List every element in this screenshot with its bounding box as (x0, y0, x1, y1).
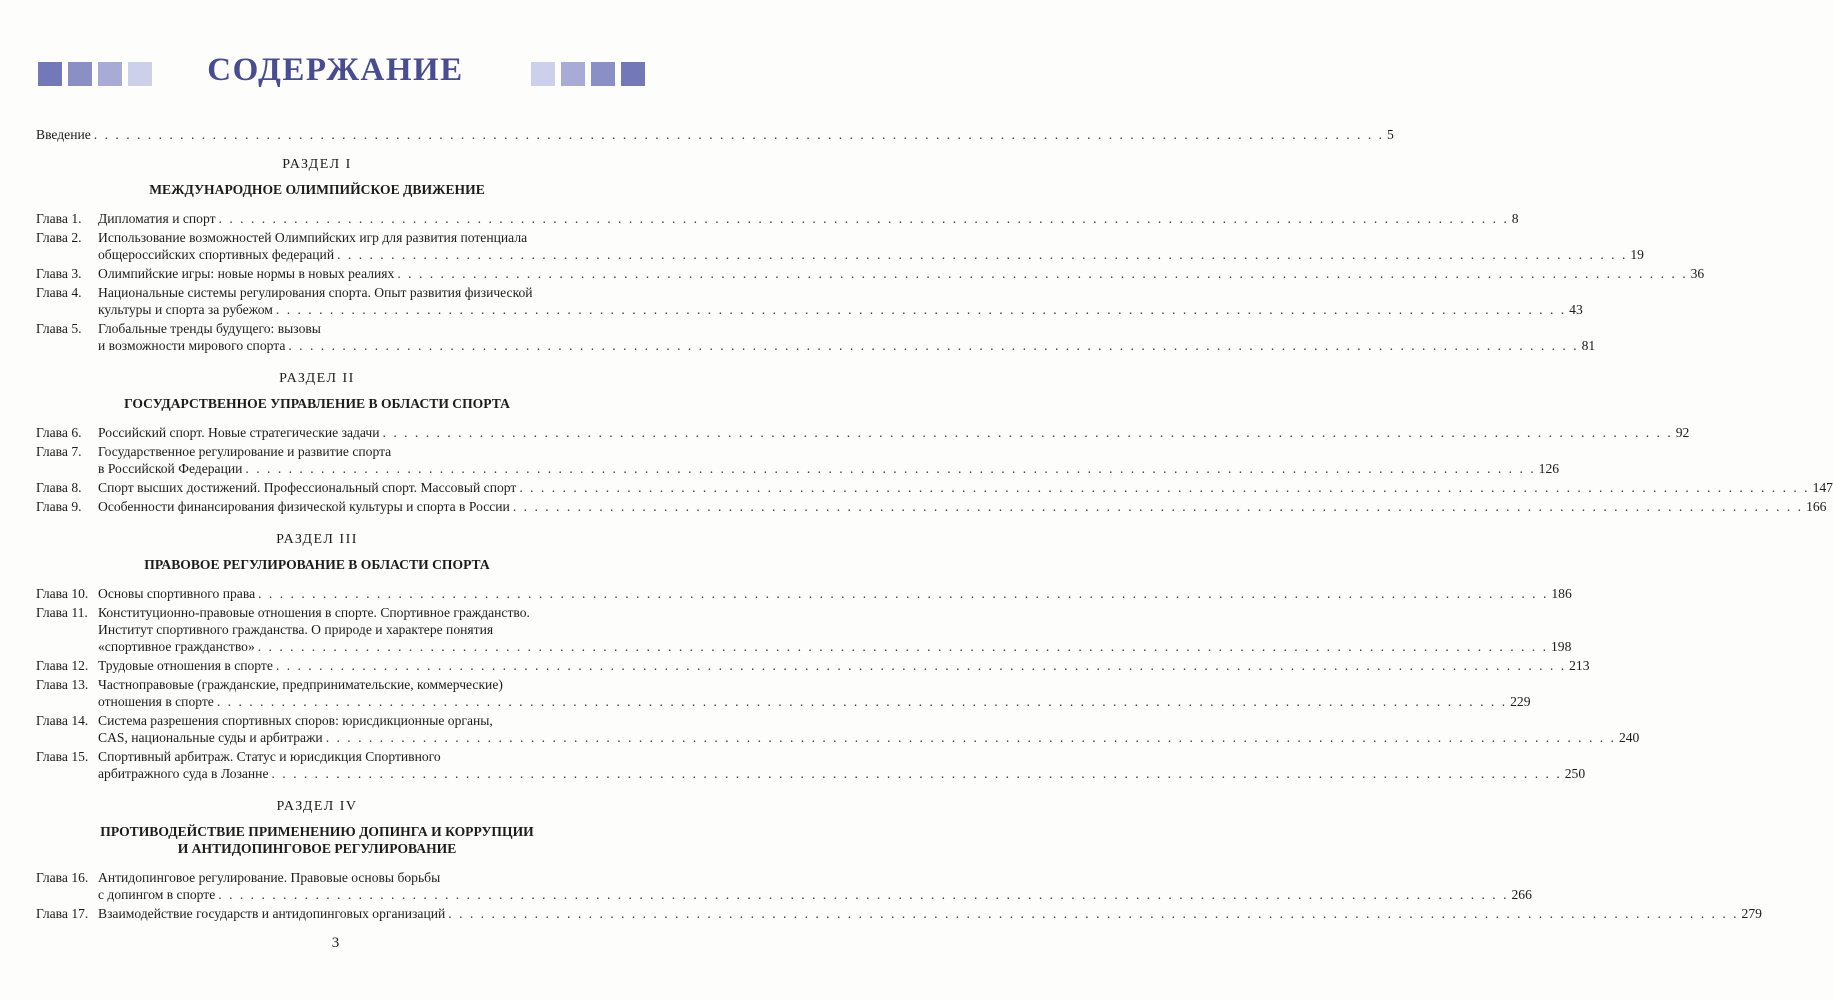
chapter-page-number: 92 (1675, 425, 1690, 440)
dot-leader: . . . . . . . . . . . . . . . . . . . . . . . . . . . . . . . . . . . . . . . . . . . . . . . . . . . . . . . . . . . . . . . . . . . . . . . . . . . . . . . . . . . . . . . . . . . . . . . . . . . . . . . . . . . . . . . . . . . . . . . . (325, 730, 1616, 745)
section-label: РАЗДЕЛ III (276, 532, 358, 547)
chapter-body (98, 284, 1583, 318)
chapter-number: Глава 1. (36, 211, 82, 226)
chapter-body (98, 265, 1705, 282)
chapter-list (36, 210, 1705, 354)
chapter-number: Глава 16. (36, 870, 89, 885)
decorative-squares-right (531, 62, 645, 86)
chapter-last-line (98, 498, 1827, 515)
chapter-title-line: CAS, национальные суды и арбитражи (98, 730, 323, 745)
chapter-title-line: Частноправовые (гражданские, предпринимательские, коммерческие) (98, 677, 503, 692)
chapter-number: Глава 17. (36, 906, 89, 921)
page-number: 3 (331, 935, 340, 951)
section-title (36, 395, 598, 412)
section-title-line: ГОСУДАРСТВЕННОЕ УПРАВЛЕНИЕ В ОБЛАСТИ СПОРТА (124, 396, 510, 411)
dot-leader: . . . . . . . . . . . . . . . . . . . . . . . . . . . . . . . . . . . . . . . . . . . . . . . . . . . . . . . . . . . . . . . . . . . . . . . . . . . . . . . . . . . . . . . . . . . . . . . . . . . . . . . . . . . . . . . . . . . . . . . . (93, 127, 1385, 142)
chapter-page-number: 213 (1569, 658, 1590, 673)
dot-leader: . . . . . . . . . . . . . . . . . . . . . . . . . . . . . . . . . . . . . . . . . . . . . . . . . . . . . . . . . . . . . . . . . . . . . . . . . . . . . . . . . . . . . . . . . . . . . . . . . . . . . . . . . . . . . . . . . . . . . . . . (271, 766, 1562, 781)
chapter-page-number: 8 (1511, 211, 1519, 226)
chapter-last-line (98, 886, 1532, 903)
chapter-last-line (98, 479, 1833, 496)
section-label: РАЗДЕЛ I (282, 157, 352, 172)
chapter-number: Глава 5. (36, 321, 82, 336)
chapter-body (98, 229, 1644, 263)
toc-entry[interactable] (36, 748, 1586, 782)
decorative-square (591, 62, 615, 86)
chapter-list (36, 869, 1762, 922)
dot-leader: . . . . . . . . . . . . . . . . . . . . . . . . . . . . . . . . . . . . . . . . . . . . . . . . . . . . . . . . . . . . . . . . . . . . . . . . . . . . . . . . . . . . . . . . . . . . . . . . . . . . . . . . . . . . . . . . . . . . . . . . (218, 887, 1509, 902)
dot-leader: . . . . . . . . . . . . . . . . . . . . . . . . . . . . . . . . . . . . . . . . . . . . . . . . . . . . . . . . . . . . . . . . . . . . . . . . . . . . . . . . . . . . . . . . . . . . . . . . . . . . . . . . . . . . . . . . . . . . . . . . (218, 211, 1509, 226)
decorative-square (531, 62, 555, 86)
chapter-title-line: Глобальные тренды будущего: вызовы (98, 321, 321, 336)
chapter-page-number: 126 (1538, 461, 1560, 476)
chapter-last-line (98, 657, 1590, 674)
chapter-number: Глава 7. (36, 444, 82, 459)
chapter-number: Глава 8. (36, 480, 82, 495)
toc-entry[interactable] (36, 498, 1827, 515)
chapter-body (98, 905, 1762, 922)
chapter-body (98, 320, 1596, 354)
chapter-number: Глава 15. (36, 749, 89, 764)
chapter-body (98, 604, 1572, 655)
dot-leader: . . . . . . . . . . . . . . . . . . . . . . . . . . . . . . . . . . . . . . . . . . . . . . . . . . . . . . . . . . . . . . . . . . . . . . . . . . . . . . . . . . . . . . . . . . . . . . . . . . . . . . . . . . . . . . . . . . . . . . . . (382, 425, 1673, 440)
section-label: РАЗДЕЛ IV (276, 799, 358, 814)
toc-entry[interactable] (36, 585, 1572, 602)
chapter-page-number: 229 (1510, 694, 1531, 709)
chapter-last-line (98, 460, 1560, 477)
chapter-number: Глава 2. (36, 230, 82, 245)
chapter-title-line: общероссийских спортивных федераций (98, 247, 335, 262)
toc-entry[interactable] (36, 424, 1690, 441)
section-title-line: ПРАВОВОЕ РЕГУЛИРОВАНИЕ В ОБЛАСТИ СПОРТА (144, 557, 490, 572)
chapter-last-line (98, 905, 1762, 922)
toc-entry[interactable] (36, 676, 1531, 710)
toc-entry[interactable] (36, 443, 1560, 477)
toc-entry[interactable] (36, 229, 1644, 263)
chapter-title-line: Институт спортивного гражданства. О природе и характере понятия (98, 622, 494, 637)
dot-leader: . . . . . . . . . . . . . . . . . . . . . . . . . . . . . . . . . . . . . . . . . . . . . . . . . . . . . . . . . . . . . . . . . . . . . . . . . . . . . . . . . . . . . . . . . . . . . . . . . . . . . . . . . . . . . . . . . . . . . . . . (288, 338, 1579, 353)
chapter-last-line (98, 765, 1586, 782)
page-title: СОДЕРЖАНИЕ (207, 52, 464, 88)
chapter-number: Глава 6. (36, 425, 82, 440)
chapter-body (98, 676, 1531, 710)
toc-entry[interactable] (36, 320, 1596, 354)
chapter-page-number: 198 (1550, 639, 1572, 654)
chapter-list (36, 585, 1640, 782)
chapter-last-line (98, 424, 1690, 441)
entry-page-number: 5 (1387, 127, 1394, 142)
dot-leader: . . . . . . . . . . . . . . . . . . . . . . . . . . . . . . . . . . . . . . . . . . . . . . . . . . . . . . . . . . . . . . . . . . . . . . . . . . . . . . . . . . . . . . . . . . . . . . . . . . . . . . . . . . . . . . . . . . . . . . . . (257, 639, 1548, 654)
chapter-body (98, 712, 1640, 746)
chapter-body (98, 657, 1590, 674)
chapter-title-line: отношения в спорте (98, 694, 214, 709)
chapter-title-line: Российский спорт. Новые стратегические задачи (98, 425, 380, 440)
chapter-last-line (98, 585, 1572, 602)
chapter-list (36, 424, 1833, 515)
chapter-page-number: 266 (1511, 887, 1532, 902)
toc-entry[interactable] (36, 905, 1762, 922)
chapter-title-line: Система разрешения спортивных споров: юрисдикционные органы, (98, 713, 493, 728)
chapter-last-line (98, 729, 1640, 746)
section-title (36, 181, 598, 198)
section-title-line: ПРОТИВОДЕЙСТВИЕ ПРИМЕНЕНИЮ ДОПИНГА И КОРРУПЦИИ (100, 824, 534, 839)
chapter-last-line (98, 301, 1583, 318)
chapter-body (98, 498, 1827, 515)
toc-entry[interactable] (36, 869, 1532, 903)
entry-title: Введение (36, 127, 91, 142)
chapter-body (98, 748, 1586, 782)
chapter-number: Глава 3. (36, 266, 82, 281)
chapter-page-number: 279 (1741, 906, 1762, 921)
chapter-last-line (98, 210, 1519, 227)
toc-entry[interactable] (36, 479, 1833, 496)
page-header (0, 50, 671, 100)
sections-container (36, 157, 1833, 922)
chapter-number: Глава 12. (36, 658, 89, 673)
chapter-page-number: 147 (1812, 480, 1833, 495)
chapter-page-number: 240 (1618, 730, 1640, 745)
chapter-page-number: 43 (1569, 302, 1583, 317)
dot-leader: . . . . . . . . . . . . . . . . . . . . . . . . . . . . . . . . . . . . . . . . . . . . . . . . . . . . . . . . . . . . . . . . . . . . . . . . . . . . . . . . . . . . . . . . . . . . . . . . . . . . . . . . . . . . . . . . . . . . . . . . (258, 586, 1549, 601)
dot-leader: . . . . . . . . . . . . . . . . . . . . . . . . . . . . . . . . . . . . . . . . . . . . . . . . . . . . . . . . . . . . . . . . . . . . . . . . . . . . . . . . . . . . . . . . . . . . . . . . . . . . . . . . . . . . . . . . . . . . . . . . (519, 480, 1810, 495)
chapter-body (98, 585, 1572, 602)
chapter-title-line: в Российской Федерации (98, 461, 243, 476)
chapter-title-line: Государственное регулирование и развитие спорта (98, 444, 392, 459)
chapter-title-line: Дипломатия и спорт (98, 211, 216, 226)
toc-entry-introduction[interactable] (36, 126, 1394, 143)
chapter-number: Глава 11. (36, 605, 88, 620)
chapter-title-line: Национальные системы регулирования спорта. Опыт развития физической (98, 285, 533, 300)
chapter-page-number: 36 (1690, 266, 1705, 281)
chapter-number: Глава 13. (36, 677, 89, 692)
chapter-page-number: 250 (1564, 766, 1586, 781)
chapter-title-line: Взаимодействие государств и антидопинговых организаций (98, 906, 446, 921)
chapter-body (98, 443, 1560, 477)
chapter-body (98, 479, 1833, 496)
chapter-title-line: Олимпийские игры: новые нормы в новых реалиях (98, 266, 395, 281)
dot-leader: . . . . . . . . . . . . . . . . . . . . . . . . . . . . . . . . . . . . . . . . . . . . . . . . . . . . . . . . . . . . . . . . . . . . . . . . . . . . . . . . . . . . . . . . . . . . . . . . . . . . . . . . . . . . . . . . . . . . . . . . (275, 302, 1567, 317)
chapter-last-line (98, 693, 1531, 710)
chapter-title-line: Спорт высших достижений. Профессиональный спорт. Массовый спорт (98, 480, 517, 495)
toc-entry[interactable] (36, 284, 1583, 318)
section-title-line: И АНТИДОПИНГОВОЕ РЕГУЛИРОВАНИЕ (177, 841, 457, 856)
chapter-page-number: 186 (1551, 586, 1572, 601)
chapter-last-line (98, 638, 1572, 655)
chapter-title-line: и возможности мирового спорта (98, 338, 286, 353)
toc-entry[interactable] (36, 265, 1705, 282)
section-title-line: МЕЖДУНАРОДНОЕ ОЛИМПИЙСКОЕ ДВИЖЕНИЕ (149, 182, 485, 197)
decorative-square (621, 62, 645, 86)
table-of-contents (36, 126, 1833, 939)
chapter-body (98, 869, 1532, 903)
dot-leader: . . . . . . . . . . . . . . . . . . . . . . . . . . . . . . . . . . . . . . . . . . . . . . . . . . . . . . . . . . . . . . . . . . . . . . . . . . . . . . . . . . . . . . . . . . . . . . . . . . . . . . . . . . . . . . . . . . . . . . . . (448, 906, 1739, 921)
dot-leader: . . . . . . . . . . . . . . . . . . . . . . . . . . . . . . . . . . . . . . . . . . . . . . . . . . . . . . . . . . . . . . . . . . . . . . . . . . . . . . . . . . . . . . . . . . . . . . . . . . . . . . . . . . . . . . . . . . . . . . . . (512, 499, 1804, 514)
section-title (36, 556, 598, 573)
chapter-number: Глава 4. (36, 285, 82, 300)
toc-entry[interactable] (36, 657, 1590, 674)
dot-leader: . . . . . . . . . . . . . . . . . . . . . . . . . . . . . . . . . . . . . . . . . . . . . . . . . . . . . . . . . . . . . . . . . . . . . . . . . . . . . . . . . . . . . . . . . . . . . . . . . . . . . . . . . . . . . . . . . . . . . . . . (337, 247, 1628, 262)
chapter-title-line: Трудовые отношения в спорте (98, 658, 273, 673)
chapter-title-line: Основы спортивного права (98, 586, 256, 601)
chapter-title-line: культуры и спорта за рубежом (98, 302, 273, 317)
chapter-title-line: Использование возможностей Олимпийских игр для развития потенциала (98, 230, 528, 245)
chapter-page-number: 81 (1581, 338, 1596, 353)
toc-entry[interactable] (36, 210, 1519, 227)
chapter-title-line: Особенности финансирования физической культуры и спорта в России (98, 499, 510, 514)
dot-leader: . . . . . . . . . . . . . . . . . . . . . . . . . . . . . . . . . . . . . . . . . . . . . . . . . . . . . . . . . . . . . . . . . . . . . . . . . . . . . . . . . . . . . . . . . . . . . . . . . . . . . . . . . . . . . . . . . . . . . . . . (216, 694, 1508, 709)
chapter-title-line: с допингом в спорте (98, 887, 216, 902)
chapter-body (98, 424, 1690, 441)
chapter-last-line (98, 337, 1596, 354)
section-label: РАЗДЕЛ II (279, 371, 355, 386)
toc-entry[interactable] (36, 712, 1640, 746)
chapter-page-number: 19 (1630, 247, 1644, 262)
chapter-last-line (98, 246, 1644, 263)
chapter-body (98, 210, 1519, 227)
decorative-square (561, 62, 585, 86)
chapter-title-line: «спортивное гражданство» (98, 639, 255, 654)
dot-leader: . . . . . . . . . . . . . . . . . . . . . . . . . . . . . . . . . . . . . . . . . . . . . . . . . . . . . . . . . . . . . . . . . . . . . . . . . . . . . . . . . . . . . . . . . . . . . . . . . . . . . . . . . . . . . . . . . . . . . . . . (275, 658, 1567, 673)
section-title (36, 823, 598, 857)
chapter-title-line: арбитражного суда в Лозанне (98, 766, 269, 781)
chapter-title-line: Антидопинговое регулирование. Правовые основы борьбы (98, 870, 441, 885)
chapter-number: Глава 14. (36, 713, 89, 728)
chapter-title-line: Спортивный арбитраж. Статус и юрисдикция Спортивного (98, 749, 441, 764)
chapter-number: Глава 9. (36, 499, 82, 514)
chapter-title-line: Конституционно-правовые отношения в спорте. Спортивное гражданство. (98, 605, 530, 620)
toc-entry[interactable] (36, 604, 1572, 655)
dot-leader: . . . . . . . . . . . . . . . . . . . . . . . . . . . . . . . . . . . . . . . . . . . . . . . . . . . . . . . . . . . . . . . . . . . . . . . . . . . . . . . . . . . . . . . . . . . . . . . . . . . . . . . . . . . . . . . . . . . . . . . . (397, 266, 1688, 281)
dot-leader: . . . . . . . . . . . . . . . . . . . . . . . . . . . . . . . . . . . . . . . . . . . . . . . . . . . . . . . . . . . . . . . . . . . . . . . . . . . . . . . . . . . . . . . . . . . . . . . . . . . . . . . . . . . . . . . . . . . . . . . . (245, 461, 1536, 476)
chapter-number: Глава 10. (36, 586, 89, 601)
chapter-last-line (98, 265, 1705, 282)
chapter-page-number: 166 (1806, 499, 1827, 514)
